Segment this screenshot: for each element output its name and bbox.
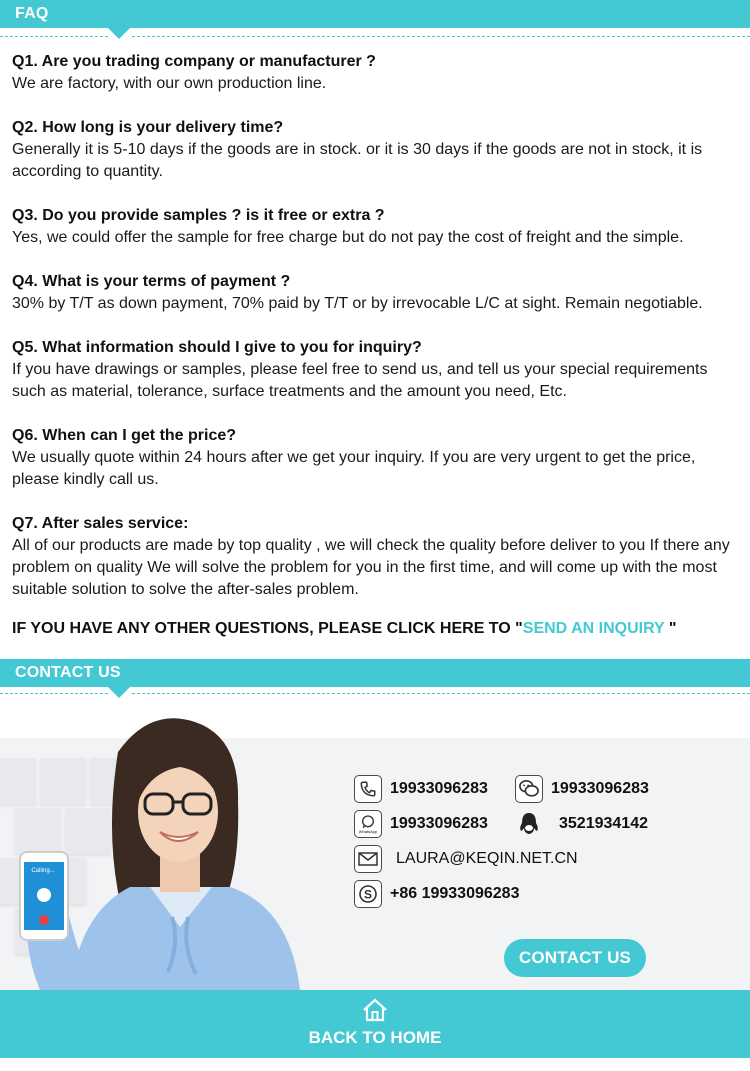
- faq-item: [12, 51, 738, 95]
- support-agent-photo: [0, 712, 330, 990]
- contact-wechat[interactable]: [515, 775, 649, 803]
- contact-header-notch: [108, 687, 130, 698]
- send-inquiry-link[interactable]: SEND AN INQUIRY: [522, 620, 665, 637]
- wechat-icon: [515, 775, 543, 803]
- faq-item: [12, 337, 738, 403]
- qq-icon: [515, 810, 543, 838]
- inquiry-suffix: ": [664, 620, 677, 637]
- whatsapp-icon-label: WhatsApp: [358, 829, 378, 834]
- email-icon: [354, 845, 382, 873]
- inquiry-prompt: [12, 618, 676, 640]
- contact-us-button[interactable]: CONTACT US: [504, 939, 646, 977]
- faq-question: Q1. Are you trading company or manufacturer ?: [12, 53, 376, 70]
- faq-question: Q7. After sales service:: [12, 515, 189, 532]
- qq-number: 3521934142: [559, 815, 648, 832]
- contact-header-bar: [0, 659, 750, 687]
- faq-question: Q5. What information should I give to you for inquiry?: [12, 339, 422, 356]
- faq-list: [12, 51, 738, 623]
- faq-question: Q6. When can I get the price?: [12, 427, 237, 444]
- faq-answer: If you have drawings or samples, please feel free to send us, and tell us your special requirements such as material, tolerance, surface treatments and the amount you need, Etc.: [12, 361, 708, 400]
- faq-answer: We usually quote within 24 hours after we get your inquiry. If you are very urgent to get the price, please kindly call us.: [12, 449, 696, 488]
- faq-answer: All of our products are made by top quality , we will check the quality before deliver to you If there any problem on quality We will solve the problem for you in the first time, and will come up with the most suitable solution to solve the after-sales problem.: [12, 537, 730, 598]
- faq-title: FAQ: [15, 5, 49, 22]
- faq-question: Q2. How long is your delivery time?: [12, 119, 284, 136]
- faq-answer: Generally it is 5-10 days if the goods are in stock. or it is 30 days if the goods are not in stock, it is according to quantity.: [12, 141, 703, 180]
- faq-answer: 30% by T/T as down payment, 70% paid by T/T or by irrevocable L/C at sight. Remain negotiable.: [12, 295, 703, 312]
- faq-question: Q4. What is your terms of payment ?: [12, 273, 291, 290]
- contact-divider-right: [132, 693, 750, 694]
- wechat-number: 19933096283: [551, 780, 649, 797]
- contact-title: CONTACT US: [15, 664, 121, 681]
- home-icon: [362, 998, 388, 1022]
- faq-divider-left: [0, 36, 108, 37]
- faq-item: [12, 117, 738, 183]
- phone-icon: [354, 775, 382, 803]
- contact-divider-left: [0, 693, 108, 694]
- skype-icon: [354, 880, 382, 908]
- faq-question: Q3. Do you provide samples ? is it free or extra ?: [12, 207, 385, 224]
- faq-item: [12, 513, 738, 601]
- back-to-home-bar[interactable]: [0, 990, 750, 1058]
- faq-item: [12, 205, 738, 249]
- email-address: LAURA@KEQIN.NET.CN: [396, 850, 578, 867]
- faq-answer: We are factory, with our own production line.: [12, 75, 327, 92]
- skype-id: +86 19933096283: [390, 885, 520, 902]
- inquiry-prefix: IF YOU HAVE ANY OTHER QUESTIONS, PLEASE CLICK HERE TO ": [12, 620, 523, 637]
- faq-item: [12, 425, 738, 491]
- phone-screen-text: Calling...: [31, 868, 55, 874]
- whatsapp-number: 19933096283: [390, 815, 488, 832]
- faq-header-bar: [0, 0, 750, 28]
- contact-phone[interactable]: [354, 775, 488, 803]
- contact-email[interactable]: [354, 845, 578, 873]
- faq-divider-right: [132, 36, 750, 37]
- contact-skype[interactable]: [354, 880, 519, 908]
- back-to-home-label: BACK TO HOME: [308, 1028, 442, 1047]
- faq-answer: Yes, we could offer the sample for free charge but do not pay the cost of freight and the simple.: [12, 229, 684, 246]
- faq-header-notch: [108, 28, 130, 39]
- whatsapp-icon: [354, 810, 382, 838]
- contact-whatsapp[interactable]: [354, 810, 488, 838]
- phone-number: 19933096283: [390, 780, 488, 797]
- svg-text:S: S: [363, 887, 373, 902]
- faq-item: [12, 271, 738, 315]
- contact-qq[interactable]: [515, 810, 648, 838]
